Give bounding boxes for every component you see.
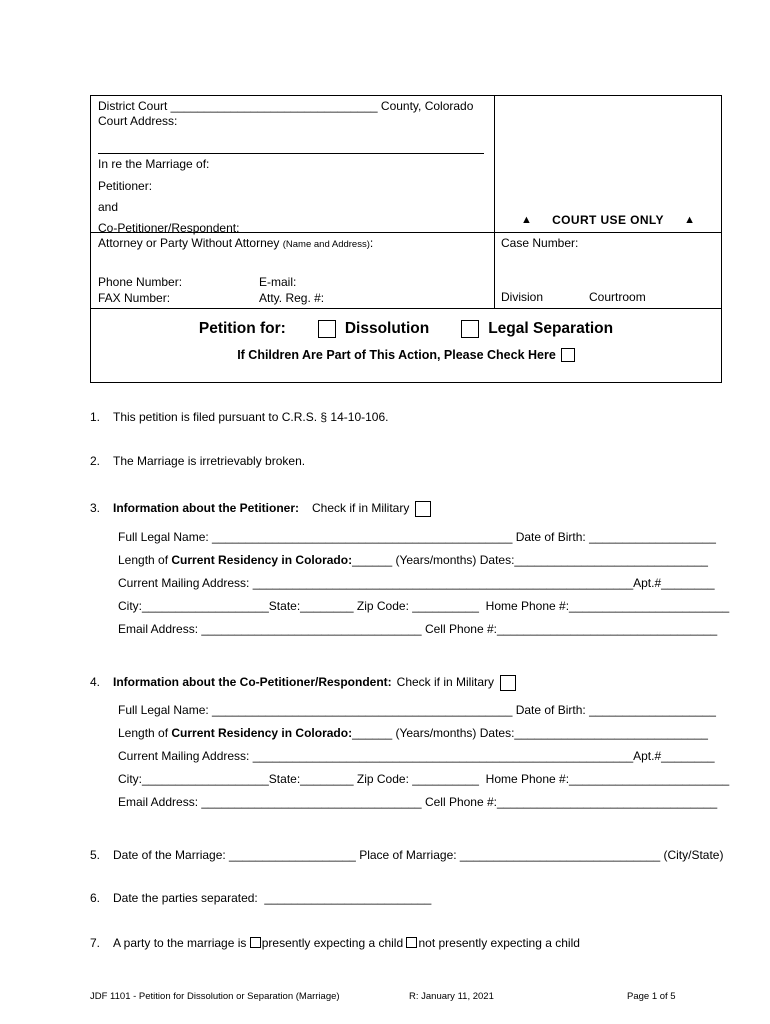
attorney-label: Attorney or Party Without Attorney <box>98 236 283 250</box>
courtroom-label: Courtroom <box>589 290 646 304</box>
court-address-label: Court Address: <box>98 114 178 128</box>
not-expecting-child-label: not presently expecting a child <box>418 936 580 950</box>
triangle-icon: ▲ <box>521 213 532 226</box>
district-court-line: District Court _______________________________ County, Colorado <box>98 99 474 113</box>
caption-divider <box>98 153 484 154</box>
field-row <box>118 726 729 742</box>
item-2-text: The Marriage is irretrievably broken. <box>113 454 306 468</box>
court-caption-box <box>90 95 722 383</box>
item-7-text <box>113 936 580 952</box>
residency-pre: Length of <box>118 726 172 740</box>
expecting-child-label: presently expecting a child <box>261 936 407 950</box>
fax-attyreg-line <box>98 291 486 307</box>
triangle-icon: ▲ <box>684 213 695 226</box>
email-label: E-mail: <box>259 275 297 289</box>
attorney-cell <box>91 232 494 308</box>
field-row: Current Mailing Address: _________________________________________________________Apt.#________ <box>118 749 715 763</box>
item-number: 6. <box>90 891 101 905</box>
field-row: Full Legal Name: _____________________________________________ Date of Birth: ___________________ <box>118 703 716 717</box>
residency-bold: Current Residency in Colorado: <box>171 726 353 740</box>
item-2 <box>90 454 305 470</box>
petitioner-info-heading: Information about the Petitioner: <box>113 501 299 516</box>
footer-revision: R: January 11, 2021 <box>409 991 494 1002</box>
and-label: and <box>98 200 119 214</box>
expecting-child-checkbox[interactable] <box>250 937 261 948</box>
field-row: Full Legal Name: _____________________________________________ Date of Birth: ___________________ <box>118 530 716 544</box>
court-use-line <box>495 213 721 227</box>
court-use-cell <box>494 96 721 232</box>
item-1-text: This petition is filed pursuant to C.R.S. § 14-10-106. <box>113 410 389 424</box>
case-number-cell <box>494 232 721 308</box>
item-4-heading <box>90 675 516 691</box>
petitioner-fields <box>118 530 729 645</box>
fax-number-label: FAX Number: <box>98 290 171 305</box>
petitioner-label: Petitioner: <box>98 179 153 193</box>
division-label: Division <box>501 290 544 304</box>
item-1 <box>90 410 388 426</box>
legal-separation-label: Legal Separation <box>488 320 614 337</box>
petition-for-label: Petition for: <box>198 320 286 337</box>
residency-post: ______ (Years/months) Dates:_____________________________ <box>352 726 708 740</box>
item-7 <box>90 936 580 952</box>
petition-type-line <box>91 320 721 338</box>
field-row: Email Address: _________________________________ Cell Phone #:_________________________________ <box>118 622 718 636</box>
footer-page-number: Page 1 of 5 <box>627 991 676 1002</box>
attorney-label-line <box>98 236 486 252</box>
respondent-fields <box>118 703 729 818</box>
petitioner-military-checkbox[interactable] <box>415 501 431 517</box>
petition-bar <box>91 308 721 382</box>
check-if-military-label: Check if in Military <box>312 501 410 516</box>
case-number-label: Case Number: <box>501 236 579 250</box>
item-5-text: Date of the Marriage: ___________________ Place of Marriage: ______________________________ (City/State) <box>113 848 724 862</box>
item-5 <box>90 848 723 864</box>
atty-reg-label: Atty. Reg. #: <box>259 290 325 305</box>
attorney-label-colon: : <box>369 236 374 250</box>
caption-cell <box>91 96 494 235</box>
field-row <box>118 553 729 569</box>
residency-pre: Length of <box>118 553 172 567</box>
dissolution-label: Dissolution <box>344 320 430 337</box>
footer-form-id: JDF 1101 - Petition for Dissolution or Separation (Marriage) <box>90 991 340 1002</box>
item-number: 1. <box>90 410 101 424</box>
item-number: 5. <box>90 848 101 862</box>
phone-email-line <box>98 275 486 291</box>
field-row: Email Address: _________________________________ Cell Phone #:_________________________________ <box>118 795 718 809</box>
dissolution-checkbox[interactable] <box>318 320 336 338</box>
field-row: City:___________________State:________ Zip Code: __________ Home Phone #:________________________ <box>118 599 730 613</box>
legal-separation-checkbox[interactable] <box>461 320 479 338</box>
not-expecting-child-checkbox[interactable] <box>406 937 417 948</box>
item-6 <box>90 891 431 907</box>
children-check-line <box>91 348 721 362</box>
item-number: 7. <box>90 936 101 950</box>
court-use-only-label: COURT USE ONLY <box>552 213 664 227</box>
co-petitioner-label: Co-Petitioner/Respondent: <box>98 221 240 235</box>
division-courtroom-line <box>501 290 646 305</box>
residency-post: ______ (Years/months) Dates:_____________________________ <box>352 553 708 567</box>
children-check-label: If Children Are Part of This Action, Please Check Here <box>237 348 556 362</box>
item-number: 4. <box>90 675 101 690</box>
residency-bold: Current Residency in Colorado: <box>171 553 353 567</box>
field-row: City:___________________State:________ Zip Code: __________ Home Phone #:________________________ <box>118 772 730 786</box>
item-number: 2. <box>90 454 101 468</box>
children-checkbox[interactable] <box>561 348 575 362</box>
item-3-heading <box>90 501 431 517</box>
field-row: Current Mailing Address: _________________________________________________________Apt.#________ <box>118 576 715 590</box>
phone-number-label: Phone Number: <box>98 275 183 289</box>
attorney-contact-lines <box>98 275 486 306</box>
in-re-marriage-label: In re the Marriage of: <box>98 157 210 171</box>
check-if-military-label: Check if in Military <box>396 675 495 690</box>
attorney-name-address-note: (Name and Address) <box>282 239 370 250</box>
respondent-info-heading: Information about the Co-Petitioner/Respondent: <box>113 675 392 690</box>
item-number: 3. <box>90 501 101 516</box>
item-6-text: Date the parties separated: _________________________ <box>113 891 432 905</box>
respondent-military-checkbox[interactable] <box>500 675 516 691</box>
item-7-pre: A party to the marriage is <box>113 936 250 950</box>
